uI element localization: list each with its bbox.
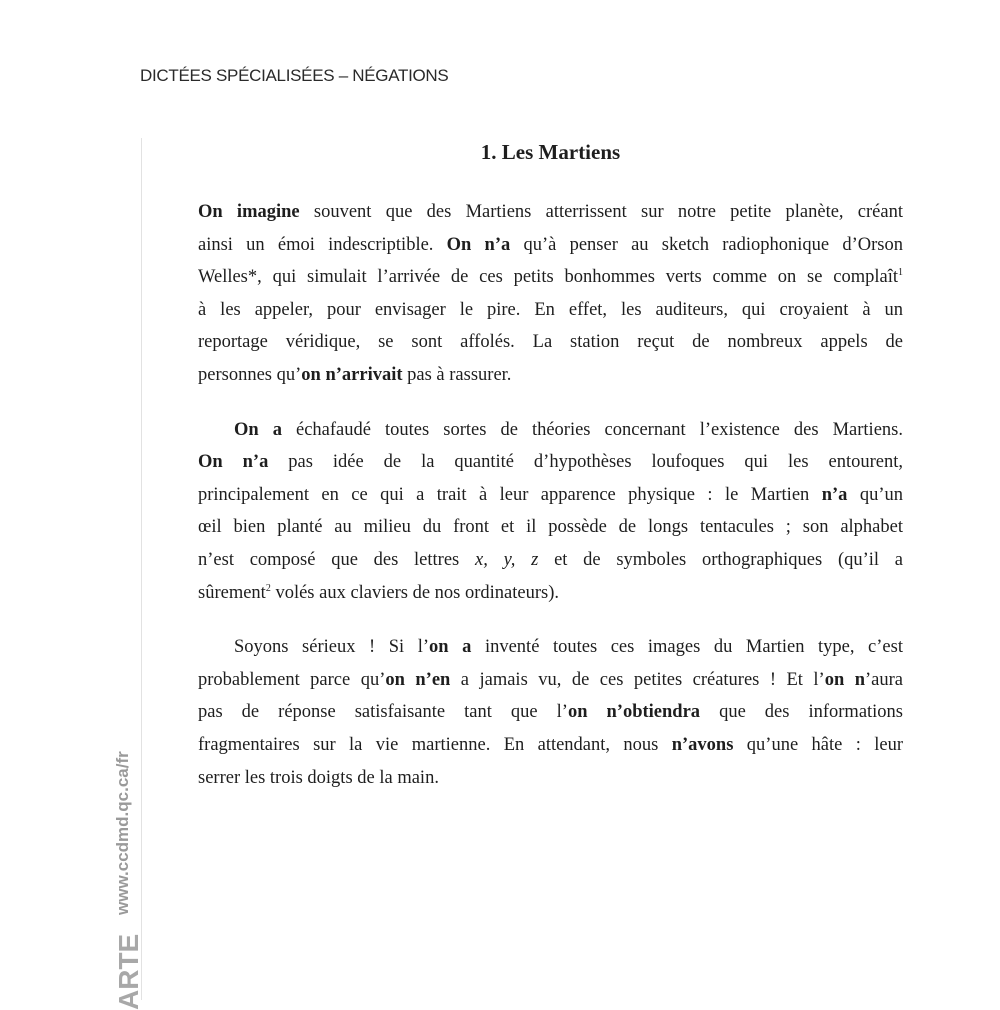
text-run: ’aura xyxy=(865,669,903,690)
text-run: a jamais vu, de ces petites créatures ! Et l’ xyxy=(450,669,825,690)
text-run: œil bien planté au milieu du front et il possède de longs tentacules ; son alphabet xyxy=(198,517,903,538)
text-run: Soyons sérieux ! Si l’ xyxy=(234,637,430,658)
text-line xyxy=(198,577,903,610)
text-run: sûrement xyxy=(198,582,266,603)
text-line xyxy=(198,762,903,795)
dictation-body xyxy=(198,196,903,794)
text-run: pas de réponse satisfaisante tant que l’ xyxy=(198,702,568,723)
negation-bold: on n’en xyxy=(385,669,451,690)
text-run: pas idée de la quantité d’hypothèses loufoques qui les entourent, xyxy=(268,452,903,473)
text-run: Welles*, qui simulait l’arrivée de ces petits bonhommes verts comme on se complaît xyxy=(198,267,898,288)
text-line xyxy=(198,696,903,729)
text-line xyxy=(198,511,903,544)
text-run: reportage véridique, se sont affolés. La station reçut de nombreux appels de xyxy=(198,332,903,353)
text-line xyxy=(198,479,903,512)
text-line xyxy=(198,414,903,447)
negation-bold: on a xyxy=(429,637,472,658)
text-line xyxy=(198,664,903,697)
dictation-title: 1. Les Martiens xyxy=(480,140,621,164)
text-line xyxy=(198,446,903,479)
text-run: personnes qu’ xyxy=(198,364,302,385)
paragraph-1 xyxy=(198,196,903,392)
negation-bold: On n’a xyxy=(446,234,511,255)
negation-bold: On imagine xyxy=(198,202,300,222)
text-run: et de symboles orthographiques (qu’il a xyxy=(538,549,903,570)
side-brand: ARTE xyxy=(113,933,144,1010)
text-run: inventé toutes ces images du Martien type, c’est xyxy=(471,637,903,658)
text-line xyxy=(198,261,903,294)
text-run: principalement en ce qui a trait à leur apparence physique : le Martien xyxy=(198,484,822,505)
text-run: qu’à penser au sketch radiophonique d’Orson xyxy=(510,234,903,255)
text-line xyxy=(198,229,903,262)
text-run: serrer les trois doigts de la main. xyxy=(198,767,439,788)
text-line xyxy=(198,196,903,229)
negation-bold: on n’arrivait xyxy=(301,364,403,385)
text-run: qu’un xyxy=(847,484,903,505)
negation-bold: on n’obtiendra xyxy=(567,702,701,723)
text-line xyxy=(198,294,903,327)
text-run: qu’une hâte : leur xyxy=(733,734,903,755)
text-line xyxy=(198,729,903,762)
running-head: DICTÉES SPÉCIALISÉES – NÉGATIONS xyxy=(140,66,449,85)
negation-bold: On a xyxy=(234,419,282,440)
paragraph-2 xyxy=(198,414,903,610)
text-run: volés aux claviers de nos ordinateurs). xyxy=(270,582,560,603)
negation-bold: on n xyxy=(824,669,865,690)
text-run: probablement parce qu’ xyxy=(198,669,386,690)
text-run: que des informations xyxy=(700,702,904,723)
text-line xyxy=(198,326,903,359)
text-line xyxy=(198,544,903,577)
margin-rule xyxy=(141,138,142,1000)
text-line xyxy=(198,631,903,664)
text-run: fragmentaires sur la vie martienne. En attendant, nous xyxy=(198,734,672,755)
footnote-marker: 2 xyxy=(265,582,271,594)
text-run: pas à rassurer. xyxy=(402,364,512,385)
text-run: à les appeler, pour envisager le pire. En effet, les auditeurs, qui croyaient à un xyxy=(198,299,903,320)
text-line xyxy=(198,359,903,392)
text-run: souvent que des Martiens atterrissent sur notre petite planète, créant xyxy=(299,202,903,222)
text-run: ainsi un émoi indescriptible. xyxy=(198,234,447,255)
negation-bold: On n’a xyxy=(198,452,269,473)
text-run: n’est composé que des lettres xyxy=(198,549,475,570)
paragraph-3 xyxy=(198,631,903,794)
negation-bold: n’avons xyxy=(671,734,734,755)
italic-letters: x, y, z xyxy=(475,549,539,570)
side-url: www.ccdmd.qc.ca/fr xyxy=(113,751,132,915)
text-run: échafaudé toutes sortes de théories concernant l’existence des Martiens. xyxy=(281,419,903,440)
negation-bold: n’a xyxy=(821,484,848,505)
footnote-marker: 1 xyxy=(898,267,903,279)
